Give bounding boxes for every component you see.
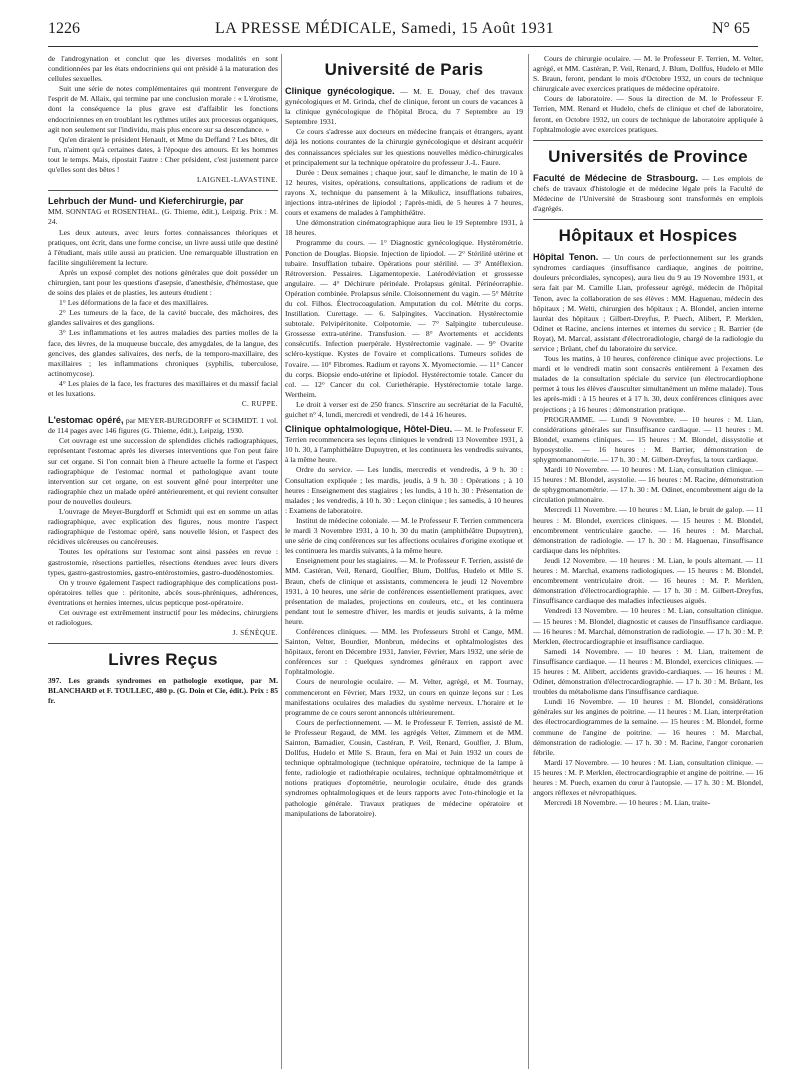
paragraph: 4° Les plaies de la face, les fractures des maxillaires et du massif facial et les luxations. [48,378,278,398]
page-number: 1226 [48,20,80,37]
article-lead: Clinique ophtalmologique, Hôtel-Dieu. — M. le Professeur F. Terrien recommencera ses leçons cliniques le vendredi 13 Novembre 1931, à 10 h. 30, à l'amphithéâtre Dupuytren, et les continuera les vendredis suivants, à la même heure. [285,424,523,465]
paragraph: 1° Les déformations de la face et des maxillaires. [59,298,209,308]
paragraph: Suit une série de notes complémentaires qui montrent l'envergure de l'esprit de M. Allaix, qui termine par une conclusion morale : « L'érotisme, dont la conséquence la plus grave est d'affaiblir les fonctions endocriniennes en en troublant les rythmes utiles aux processus organiques, agit non seulement sur l'individu, mais plus encore sur sa descendance. » [48,84,278,134]
paragraph: Cours de chirurgie oculaire. — M. le Professeur F. Terrien, M. Velter, agrégé, et MM. Castéran, P. Veil, Renard, J. Blum, Dollfus, Hudelo et Mlle S. Braun, feront, pendant le mois d'Octobre 1932, un cours de technique chirurgicale avec exercices pratiques de médecine opératoire. [533,54,763,94]
paragraph: Cet ouvrage est une succession de splendides clichés radiographiques, représentant l'estomac après les diverses interventions que l'on peut faire sur cet organe. Si l'on connait bien à l'heure actuelle la forme et l'aspect radiographique de l'estomac normal et pathologique avant toute intervention sur cet organe, on est souvent gêné pour interpréter une radiographie chez un malade opéré antérieurement, et qui revient consulter pour de nouvelles douleurs. [48,436,278,506]
paragraph: de l'androgynation et conclut que les diverses modalités en sont conditionnées par les états endocriniens qui ont présidé à la maturation des cellules sexuelles. [48,54,278,84]
signature: C. RUPPE. [241,400,278,409]
article-title: Clinique ophtalmologique, Hôtel-Dieu. [285,424,453,435]
divider [533,219,763,220]
paragraph: Durée : Deux semaines ; chaque jour, sauf le dimanche, le matin de 10 à 12 heures, visites, opérations, consultations, applications de radium et de rayons X, technique du pansement à la Mikulicz, insufflations tubaires, injections intra-utérines de lipiodol ; l'après-midi, de 5 heures à 7 heures, cours et examens de malades à l'amphithéâtre. [285,167,523,218]
paragraph: Mercredi 18 Novembre. — 10 heures : M. Lian, traite- [544,798,711,808]
paragraph: PROGRAMME. — Lundi 9 Novembre. — 10 heures : M. Lian, considérations générales sur l'insuffisance cardiaque. — 11 heures : M. Blondel, examens cliniques. — 15 heures : M. Blondel, dissystolie et hyposystolie. — 16 heures : M. Barrier, démonstration de sphygmomanométrie. — 17 h. 30 : M. Gilbert-Dreyfus, la toux cardiaque. [533,414,763,464]
paragraph: Toutes les opérations sur l'estomac sont ainsi passées en revue : gastrostomie, résections partielles, résections étendues avec leurs divers types, gastro-gastrostomies, gastro-entérostomies, gastro-duodénostomies. [48,547,278,577]
paragraph: Cours de neurologie oculaire. — M. Velter, agrégé, et M. Tournay, commenceront en Février, Mars 1932, un cours en quinze leçons sur : Les manifestations oculaires des maladies du système nerveux. L'horaire et le programme de ce cours seront annoncés ultérieurement. [285,677,523,717]
paragraph: Cet ouvrage est extrêmement instructif pour les médecins, chirurgiens et radiologues. [48,607,278,628]
article-title: Faculté de Médecine de Strasbourg. [533,172,698,183]
article-title: Clinique gynécologique. [285,86,395,96]
paragraph: Les deux auteurs, avec leurs fortes connaissances théoriques et pratiques, ont écrit, dans une forme concise, un livre aussi utile que destiné à l'étudiant, mais utile aussi au praticien. Une remarquable illustration en facilite singulièrement la lecture. [48,227,278,267]
section-heading-paris: Université de Paris [324,60,484,79]
paragraph: Après un exposé complet des notions générales que doit posséder un chirurgien, tant pour les questions d'asepsie, d'anesthésie, d'hémostase, que de soins des plaies et de plasties, les auteurs étudient : [48,267,278,298]
paragraph: Vendredi 13 Novembre. — 10 heures : M. Lian, consultation clinique. — 15 heures : M. Blondel, diagnostic et causes de l'insuffisance cardiaque. — 16 heures : M. Marchal, démonstration de radiologie. — 17 h. 30 : M. P. Merklen, électrocardiographie et insuffisance cardiaque. [533,606,763,646]
issue-number: N° 65 [712,20,750,37]
book-info: par MEYER-BURGDORFF et SCHMIDT. 1 vol. de 114 pages avec 146 figures (G. Thieme, édit.), Leipzig, 1930. [48,416,278,436]
book-title: L'estomac opéré, [48,415,124,426]
journal-title: LA PRESSE MÉDICALE, Samedi, 15 Août 1931 [215,20,555,37]
paragraph: Ordre du service. — Les lundis, mercredis et vendredis, à 9 h. 30 : Consultation expliquée ; les mardis, jeudis, à 9 h. 30 : Opérations ; à 10 heures : Enseignement des stagiaires ; les lundis, à 10 h. 30 : Présentation de malades ; les vendredis, à 10 h. 30 : Leçon clinique ; les samedis, à 10 heures : Examens de laboratoire. [285,465,523,515]
signature: LAIGNEL-LAVASTINE. [197,176,278,185]
book-review-heading [48,196,278,207]
paragraph: On y trouve également l'aspect radiographique des complications post-opératoires telles que : péritonite, abcès sous-phréniques, adhérences, éventrations et hernies internes, ulcus pepticque post-opératoire. [48,577,278,607]
paragraph: Cours de laboratoire. — Sous la direction de M. le Professeur F. Terrien, MM. Renard et Hudelo, chefs de clinique et chef de laboratoire, feront, en Octobre 1932, un cours de technique de laboratoire appliquée à l'ophtalmologie avec exercices pratiques. [533,94,763,134]
book-entry: 397. Les grands syndromes en pathologie exotique, par M. BLANCHARD et F. TOULLEC, 480 p. (G. Doin et Cie, édit.). Prix : 85 fr. [48,676,278,706]
paragraph: Mardi 17 Novembre. — 10 heures : M. Lian, consultation clinique. — 15 heures : M. P. Merklen, électrocardiographie et angine de poitrine. — 16 heures : M. Puech, examen du cœur à l'autopsie. — 17 h. 30 : M. Blondel, angors réflexes et névropathiques. [533,757,763,798]
signature: J. SÉNÈQUE. [232,629,278,638]
section-heading-hopitaux: Hôpitaux et Hospices [558,226,738,246]
article-lead: Clinique gynécologique. — M. E. Douay, chef des travaux gynécologiques et M. Grinda, chef de clinique, feront un cours de vacances à la clinique gynécologique de l'hôpital Broca, du 7 Septembre au 19 Septembre 1931. [285,86,523,127]
header-rule [48,46,758,47]
section-heading-province: Universités de Province [548,146,748,166]
paragraph: Cours de perfectionnement. — M. le Professeur F. Terrien, assisté de M. le Professeur Regaud, de MM. les agrégés Velter, Zimmern et de MM. Sainton, Bamadier, Cousin, Castéran, P. Veil, Renard, Goulfier, J. Blum, Dollfus, Hudelo et Mlle S. Braun, fera en Mai et Juin 1932 un cours de technique ophtalmologique (technique opératoire, technique de la lampe à fente, radiologie et radiothérapie oculaires, technique ophtalmométrique et notions pratiques d'optométrie, neurologie oculaire, étude des grands syndromes ophtalmologiques et de leurs rapports avec l'oto-rhinologie et la pathologie générale. Travaux pratiques de médecine opératoire et manipulations de laboratoire). [285,717,523,818]
column-3 [533,54,763,1074]
paragraph: Lundi 16 Novembre. — 10 heures : M. Blondel, considérations générales sur les angines de poitrine. — 11 heures : M. Lian, interprétation des électrocardiogrammes de la semaine. — 15 heures : M. Blondel, forme commune de l'angine de poitrine. — 16 heures : M. Marchal, démonstration de radiologie. — 17 h. 30 : M. Racine, l'angor coronarien fébrile. [533,697,763,757]
divider [48,190,278,191]
page-header [0,20,800,42]
divider [533,140,763,141]
section-heading-livres: Livres Reçus [108,650,218,670]
paragraph: Mercredi 11 Novembre. — 10 heures : M. Lian, le bruit de galop. — 11 heures : M. Blondel, exercices cliniques. — 15 heures : M. Blondel, encombrement ventriculaire gauche. — 16 heures : M. Marchal, démonstration de radiologie. — 17 h. 30 : M. Haguenau, l'insuffisance cardiaque dans les néphrites. [533,505,763,555]
paragraph: L'ouvrage de Meyer-Burgdorff et Schmidt qui est en somme un atlas radiographique, avec explication des figures, nous montre l'aspect radiographique de l'estomac opéré, sans nouvelle lésion, et l'aspect des récidives ulcéreuses ou cancéreuses. [48,507,278,547]
paragraph: Qu'en diraient le président Henault, et Mme du Deffand ? Les bêtes, dit l'un, n'aiment qu'à certaines dates, à l'époque des amours. Et les hommes tout le temps. Mais, ripostait l'autre : Cher président, c'est justement parce qu'elles sont des bêtes ! [48,134,278,175]
article-lead: Faculté de Médecine de Strasbourg. — Les emplois de chefs de travaux d'histologie et de médecine légale près la Faculté de Médecine de l'Université de Strasbourg sont transformés en emplois d'agrégés. [533,172,763,214]
paragraph: Programme du cours. — 1° Diagnostic gynécologique. Hystérométrie. Ponction de Douglas. Biopsie. Injection de lipiodol. — 2° Stérilité utérine et tubaire. Insufflation tubaire. Opérations pour stérilité. — 3° Antéflexion. Rétroversion. Pessaires. Ligamentopexie. Latérodéviation et grossesse angulaire. — 4° Déchirure périnéale. Prolapsus génital. Périnéorraphie. Opération combinée. Prolapsus sénile. Cloisonnement du vagin. — 5° Métrite du col. Filhos. Électrocoagulation. Amputation du col. Métrite du corps. Instillation. Curettage. — 6. Salpingites. Vaccination. Hystérectomie subtotale. Pelvipéritonite. Colpotomie. — 7° Salpingite tuberculeuse. Grossesse extra-utérine. Transfusion. — 8° Avortements et accidents consécutifs. Infection puerpérale. Hystérectomie vaginale. — 9° Ovarite scléro-kystique. Kystes de l'ovaire et complications. Tumeurs solides de l'ovaire. — 10° Fibromes. Radium et rayons X. Myomectomie. — 11° Cancer du corps. Biopsie endo-utérine et lipiodol. Hystérectomie totale. Cancer du col. — 12° Cancer du col. Curiethérapie. Hystérectomie totale large. Wertheim. [285,238,523,399]
paragraph: Conférences cliniques. — MM. les Professeurs Strohl et Cange, MM. Sainton, Velter, Bourdier, Monbrun, médecins et ophtalmologistes des hôpitaux, feront en Décembre 1931, Janvier, Février, Mars 1932, une série de conférences sur : Quelques syndromes généraux en rapport avec l'ophtalmologie. [285,626,523,677]
column-1 [48,54,278,1069]
paragraph: Samedi 14 Novembre. — 10 heures : M. Lian, traitement de l'insuffisance cardiaque. — 11 heures : M. Blondel, exercices cliniques. — 15 heures : M. Alibert, accidents gravido-cardiaques. — 16 heures : M. Odinet, démonstration d'électrocardiographie. — 17 h. 30 : M. Brûant, les troubles du métabolisme dans l'insuffisance cardiaque. [533,646,763,697]
column-divider-1 [281,54,282,1069]
paragraph: Enseignement pour les stagiaires. — M. le Professeur F. Terrien, assisté de MM. Castéran, Veil, Renard, Goulfier, Blum, Dollfus, Hudelo et Mlle S. Braun, chefs de clinique et assistants, commencera le jeudi 12 Novembre 1931, à 10 heures, une série de conférences essentiellement pratiques, avec présentation de malades, projections en couleurs, etc., et les continuera pendant tout le semestre d'hiver, les mardis et jeudis suivants, à la même heure. [285,556,523,626]
book-review-heading [48,415,278,436]
paragraph: Mardi 10 Novembre. — 10 heures : M. Lian, consultation clinique. — 15 heures : M. Blondel, asystolie. — 16 heures : M. Racine, démonstration de sphygmomanométrie. — 17 h. 30 : M. Odinet, encombrement aigu de la circulation pulmonaire. [533,465,763,505]
paragraph: Tous les matins, à 10 heures, conférence clinique avec projections. Le mardi et le vendredi matin sont consacrés entièrement à l'examen des malades de la consultation spéciale du service (un électrocardiophone permet à tous les élèves d'ausculter simultanément un même malade). Tous les après-midi : à 15 heures et à 17 h. 30, deux conférences cliniques avec projections ; à 16 heures : démonstration pratique. [533,354,763,414]
paragraph: Institut de médecine coloniale. — M. le Professeur F. Terrien commencera le mardi 3 Novembre 1931, à 10 h. 30 du matin (amphithéâtre Dupuytren), une série de cinq conférences sur les affections oculaires d'origine exotique et les continuera les mardis suivants, à la même heure. [285,515,523,556]
column-divider-2 [528,54,529,1069]
paragraph: Jeudi 12 Novembre. — 10 heures : M. Lian, le pouls alternant. — 11 heures : M. Marchal, examens radiologiques. — 15 heures : M. Blondel, encombrement ventriculaire droit. — 16 heures : M. P. Merklen, démonstration d'électrocardiographie. — 17 h. 30 : M. Gilbert-Dreyfus, l'insuffisance cardiaque des maladies infectieuses aiguës. [533,555,763,606]
paragraph: Ce cours s'adresse aux docteurs en médecine français et étrangers, ayant déjà les notions courantes de la chirurgie gynécologique et désirant acquérir des connaissances spéciales sur les questions nouvelles médico-chirurgicales et principalement sur la technique opératoire du professeur J.-L. Faure. [285,127,523,167]
divider [48,643,278,644]
paragraph: 3° Les inflammations et les autres maladies des parties molles de la face, des lèvres, de la muqueuse buccale, des amygdales, de la langue, des gencives, des glandes salivaires, des nerfs, de la temporo-maxillaire, des maxillaires ; les inflammations chroniques (syphilis, tuberculose, actinomycose). [48,328,278,378]
paragraph: 2° Les tumeurs de la face, de la cavité buccale, des mâchoires, des glandes salivaires et des ganglions. [48,308,278,328]
book-title: Lehrbuch der Mund- und Kieferchirurgie, par [48,196,244,207]
column-2 [285,54,523,1074]
article-lead: Hôpital Tenon. — Un cours de perfectionnement sur les grands syndromes cardiaques (insuffisance cardiaque, angines de poitrine, douleurs précordiales, syncopes), aura lieu du 9 au 19 Novembre 1931, et sera fait par M. Camille Lian, professeur agrégé, médecin de l'hôpital Tenon, avec la collaboration de ses élèves : MM. Haguenau, médecin des hôpitaux ; M. Welti, chirurgien des hôpitaux ; A. Blondel, ancien interne lauréat des hôpitaux ; Gilbert-Dreyfus, P. Puech, Alibert, P. Merklen, Odinet et Racine, anciens internes et internes du service ; R. Barrier (de Royat), M. Marcal, assistant d'électroradiologie, chargé de la radiologie du service ; Brûant, chef du laboratoire du service. [533,252,763,353]
paragraph: Une démonstration cinématographique aura lieu le 19 Septembre 1931, à 18 heures. [285,218,523,238]
paragraph: Le droit à verser est de 250 francs. S'inscrire au secrétariat de la Faculté, guichet n° 4, lundi, mercredi et vendredi, de 14 à 16 heures. [285,399,523,419]
book-info: MM. SONNTAG et ROSENTHAL. (G. Thieme, édit.), Leipzig. Prix : M. 24. [48,207,278,227]
article-title: Hôpital Tenon. [533,252,599,263]
